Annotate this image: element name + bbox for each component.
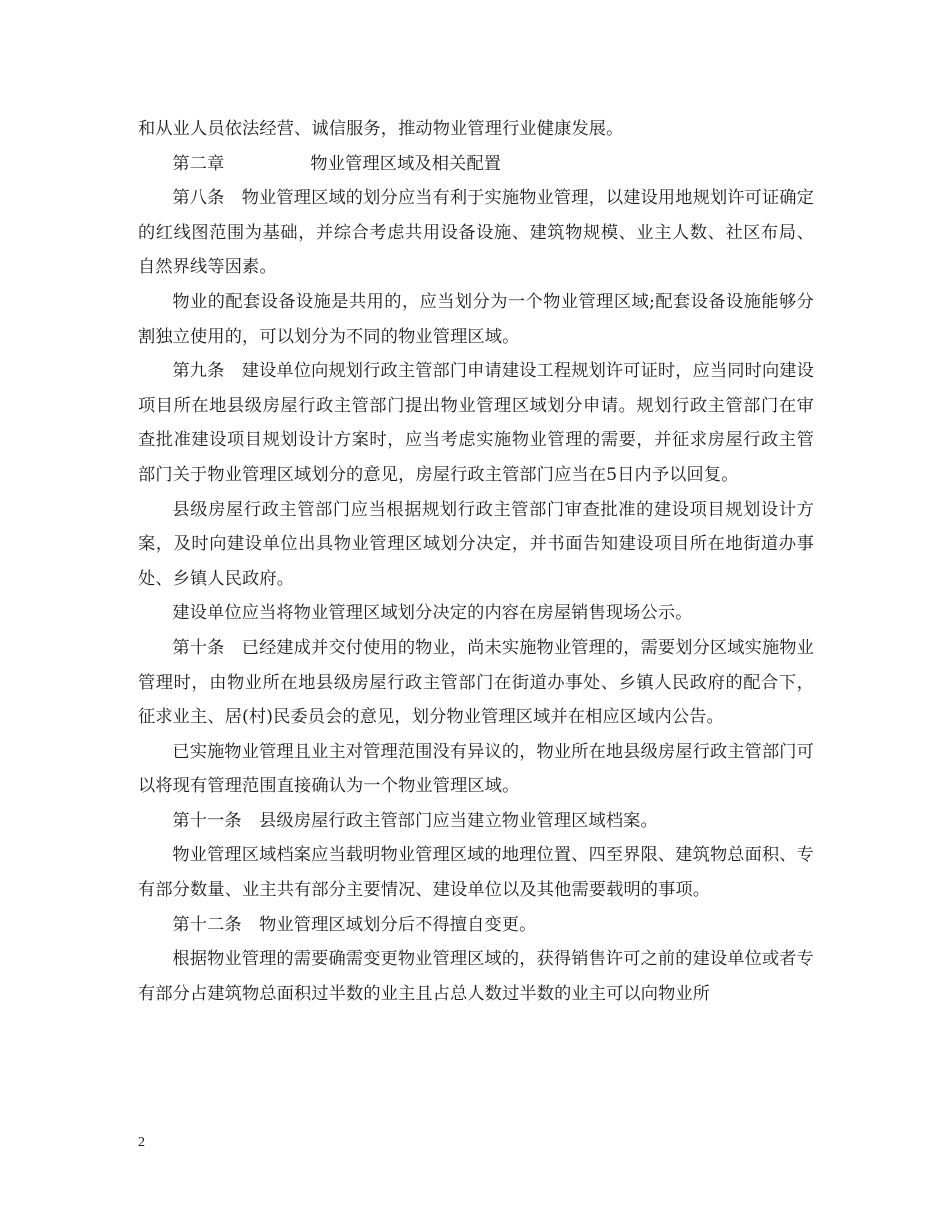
- article-8: 第八条 物业管理区域的划分应当有利于实施物业管理，以建设用地规划许可证确定的红线图范围为基础，并综合考虑共用设备设施、建筑物规模、业主人数、社区布局、自然界线等因素。: [138, 188, 814, 278]
- chapter-heading: [138, 147, 814, 182]
- document-body: [138, 112, 814, 1011]
- article-12-paragraph-2: 根据物业管理的需要确需变更物业管理区域的，获得销售许可之前的建设单位或者专有部分占建筑物总面积过半数的业主且占总人数过半数的业主可以向物业所: [138, 949, 814, 1004]
- paragraph-continuation: 和从业人员依法经营、诚信服务，推动物业管理行业健康发展。: [138, 119, 624, 139]
- article-12: 第十二条 物业管理区域划分后不得擅自变更。: [172, 914, 537, 935]
- article-10-paragraph-2: 已实施物业管理且业主对管理范围没有异议的，物业所在地县级房屋行政主管部门可以将现有管理范围直接确认为一个物业管理区域。: [138, 741, 814, 797]
- page-number: 2: [138, 1135, 145, 1150]
- article-11-paragraph-2: 物业管理区域档案应当载明物业管理区域的地理位置、四至界限、建筑物总面积、专有部分数量、业主共有部分主要情况、建设单位以及其他需要载明的事项。: [138, 845, 814, 901]
- article-8-paragraph-2: 物业的配套设备设施是共用的，应当划分为一个物业管理区域;配套设备设施能够分割独立使用的，可以划分为不同的物业管理区域。: [138, 291, 814, 347]
- chapter-title: 物业管理区域及相关配置: [310, 153, 502, 174]
- article-10: 第十条 已经建成并交付使用的物业，尚未实施物业管理的，需要划分区域实施物业管理时，由物业所在地县级房屋行政主管部门在街道办事处、乡镇人民政府的配合下，征求业主、居(村)民委员会的意见，划分物业管理区域并在相应区域内公告。: [138, 637, 814, 728]
- article-11: 第十一条 县级房屋行政主管部门应当建立物业管理区域档案。: [172, 810, 658, 831]
- chapter-number: 第二章: [172, 153, 225, 174]
- article-9-paragraph-3: 建设单位应当将物业管理区域划分决定的内容在房屋销售现场公示。: [172, 603, 693, 624]
- article-9-paragraph-2: 县级房屋行政主管部门应当根据规划行政主管部门审查批准的建设项目规划设计方案，及时向建设单位出具物业管理区域划分决定，并书面告知建设项目所在地街道办事处、乡镇人民政府。: [138, 499, 814, 589]
- article-9: 第九条 建设单位向规划行政主管部门申请建设工程规划许可证时，应当同时向建设项目所在地县级房屋行政主管部门提出物业管理区域划分申请。规划行政主管部门在审查批准建设项目规划设计方案时，应当考虑实施物业管理的需要，并征求房屋行政主管部门关于物业管理区域划分的意见，房屋行政主管部门应当在5日内予以回复。: [138, 361, 814, 485]
